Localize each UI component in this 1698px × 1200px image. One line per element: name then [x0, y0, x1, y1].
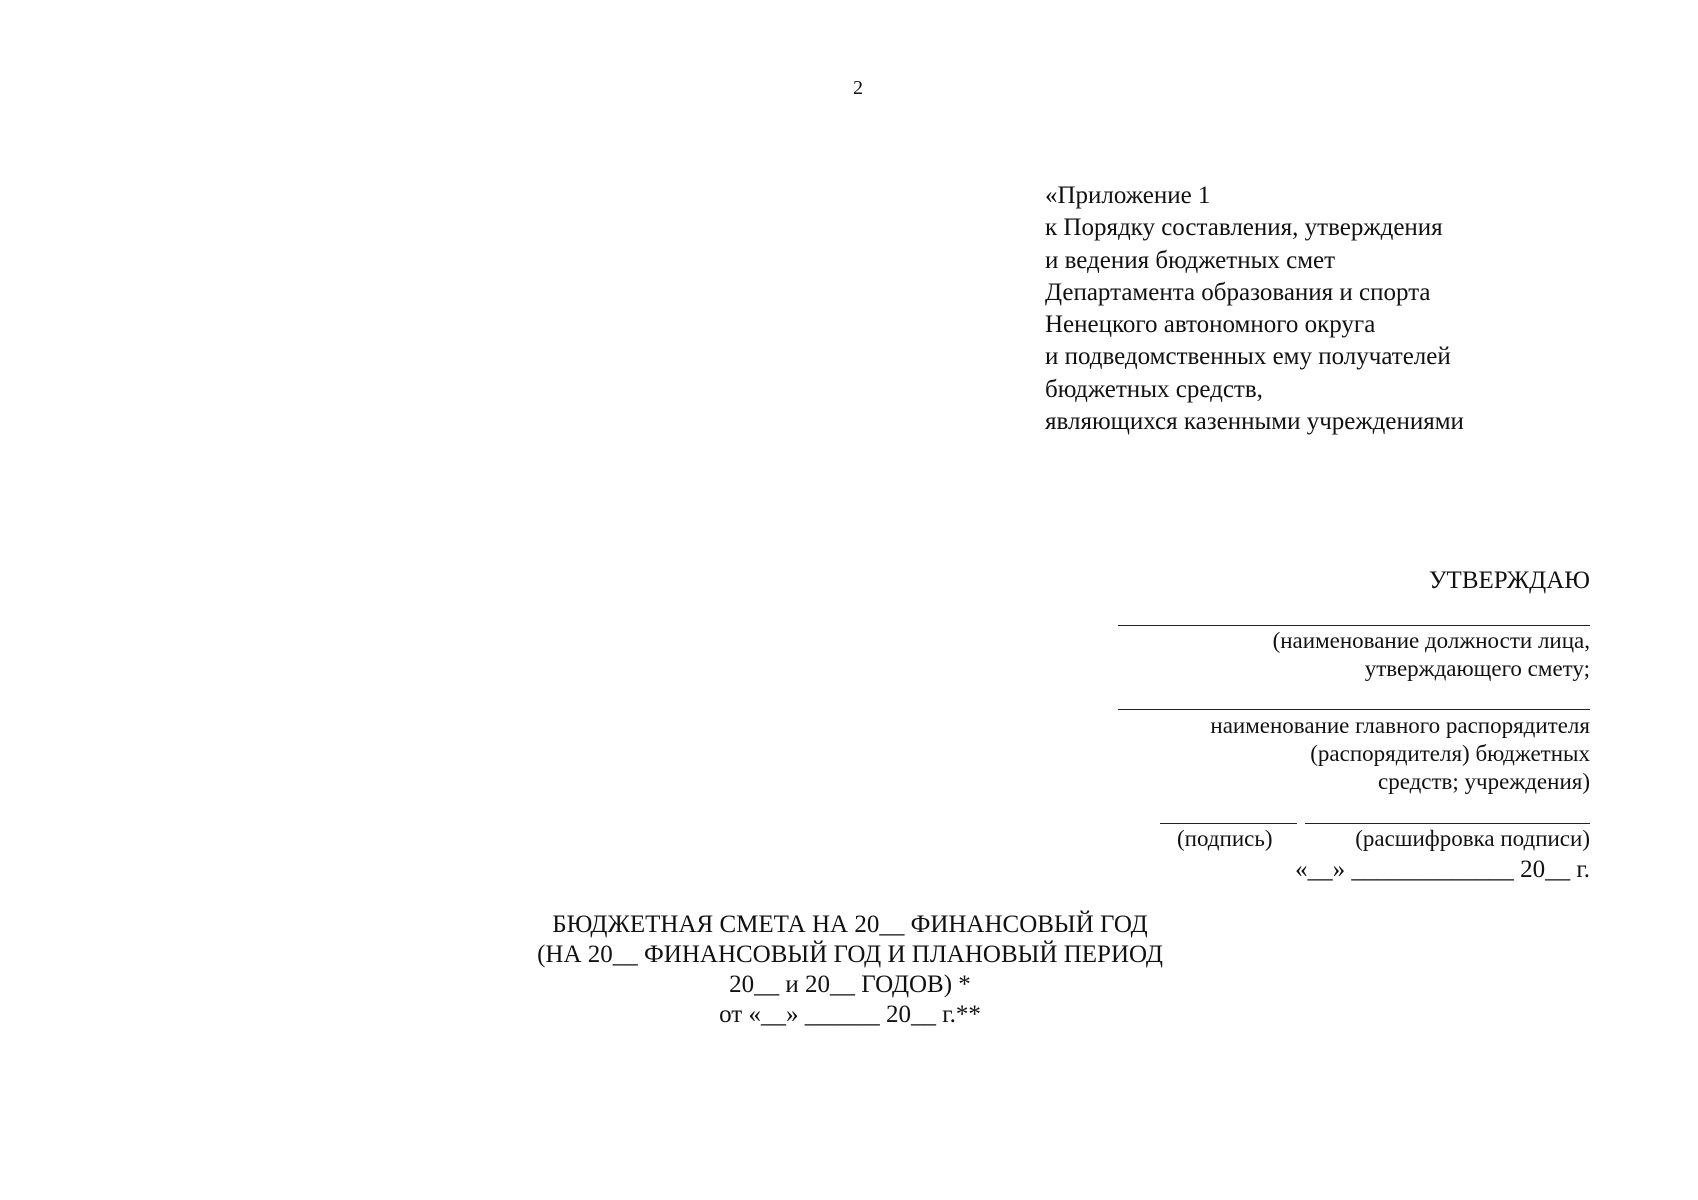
annex-line: и ведения бюджетных смет: [1045, 246, 1336, 274]
annex-line: являющихся казенными учреждениями: [1045, 408, 1464, 436]
title-line: от «__» ______ 20__ г.**: [719, 1001, 981, 1028]
title-line: 20__ и 20__ ГОДОВ) *: [729, 971, 971, 998]
caption-line: (наименование должности лица,: [1272, 628, 1590, 653]
annex-line: к Порядку составления, утверждения: [1045, 214, 1443, 242]
annex-line: Ненецкого автономного округа: [1045, 311, 1376, 339]
approval-heading: УТВЕРЖДАЮ: [1428, 567, 1590, 594]
caption-line: (распорядителя) бюджетных: [1310, 741, 1590, 766]
caption-line: средств; учреждения): [1377, 769, 1590, 794]
position-caption: [1273, 627, 1590, 683]
annex-line: «Приложение 1: [1045, 182, 1211, 209]
caption-line: наименование главного распорядителя: [1210, 713, 1590, 738]
annex-header: [1045, 180, 1464, 438]
approval-date: «__» _____________ 20__ г.: [1295, 856, 1590, 883]
signature-decoding-line: [1305, 823, 1590, 824]
annex-line: Департамента образования и спорта: [1045, 278, 1431, 306]
annex-line: и подведомственных ему получателей: [1045, 343, 1451, 371]
document-title: [460, 910, 1240, 1030]
position-signature-line: [1118, 625, 1590, 626]
approval-block: [1110, 565, 1590, 895]
title-line: БЮДЖЕТНАЯ СМЕТА НА 20__ ФИНАНСОВЫЙ ГОД: [552, 911, 1148, 938]
signature-line: [1160, 823, 1297, 824]
organization-signature-line: [1118, 709, 1590, 710]
caption-line: утверждающего смету;: [1364, 656, 1590, 681]
signature-decoding-caption: (расшифровка подписи): [1355, 826, 1590, 851]
title-line: (НА 20__ ФИНАНСОВЫЙ ГОД И ПЛАНОВЫЙ ПЕРИОД: [537, 941, 1163, 968]
annex-line: бюджетных средств,: [1045, 375, 1263, 403]
page-number: 2: [853, 77, 863, 99]
organization-caption: [1210, 712, 1590, 796]
signature-caption: (подпись): [1177, 826, 1273, 851]
